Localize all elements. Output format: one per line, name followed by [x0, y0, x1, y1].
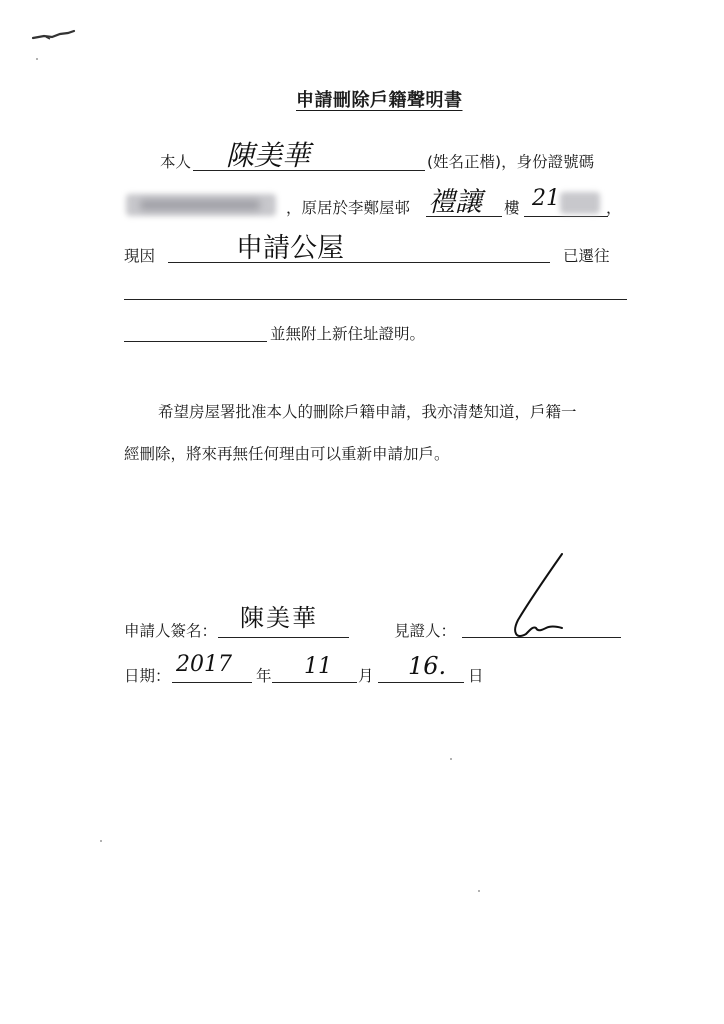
witness-signature [500, 550, 580, 642]
floor-line [524, 216, 608, 217]
date-label: 日期： [124, 667, 171, 685]
floor-label: 樓 [504, 199, 520, 217]
handwritten-year: 2017 [176, 652, 232, 677]
address-line-continued [124, 341, 267, 342]
speck [478, 890, 480, 892]
month-label: 月 [358, 667, 374, 685]
year-label: 年 [256, 667, 272, 685]
handwritten-day: 16. [408, 652, 447, 680]
speck [100, 840, 102, 842]
handwritten-floor: 21 [532, 186, 560, 211]
applicant-handwritten-signature: 陳美華 [240, 604, 318, 632]
speck [36, 58, 38, 60]
handwritten-block: 禮讓 [428, 187, 482, 218]
applicant-signature-label: 申請人簽名： [124, 622, 218, 640]
line3-prefix: 現因 [124, 247, 156, 265]
no-address-proof-text: 並無附上新住址證明。 [270, 325, 426, 343]
handwritten-month: 11 [304, 654, 332, 679]
day-line [378, 682, 464, 683]
paragraph-line2: 經刪除，將來再無任何理由可以重新申請加戶。 [124, 445, 450, 463]
reason-line [168, 262, 550, 263]
speck [450, 758, 452, 760]
paragraph-line1: 希望房屋署批准本人的刪除戶籍申請，我亦清楚知道，戶籍一 [158, 403, 577, 421]
handwritten-reason: 申請公屋 [236, 233, 344, 264]
ink-smudge [30, 26, 80, 46]
line2-text: ，原居於李鄭屋邨 [286, 199, 411, 217]
handwritten-name: 陳美華 [226, 139, 311, 172]
form-title: 申請刪除戶籍聲明書 [296, 90, 463, 111]
applicant-signature-line [218, 637, 349, 638]
witness-label: 見證人： [394, 622, 457, 640]
line3-suffix: 已遷往 [563, 247, 610, 265]
year-line [172, 682, 252, 683]
address-line [124, 299, 627, 300]
day-label: 日 [468, 667, 484, 685]
redacted-unit [560, 192, 600, 214]
month-line [272, 682, 357, 683]
line1-suffix: (姓名正楷)，身份證號碼 [427, 153, 595, 171]
redacted-id-number-inner [140, 200, 260, 210]
line2-comma: ， [606, 199, 622, 217]
line1-prefix: 本人 [160, 153, 192, 171]
